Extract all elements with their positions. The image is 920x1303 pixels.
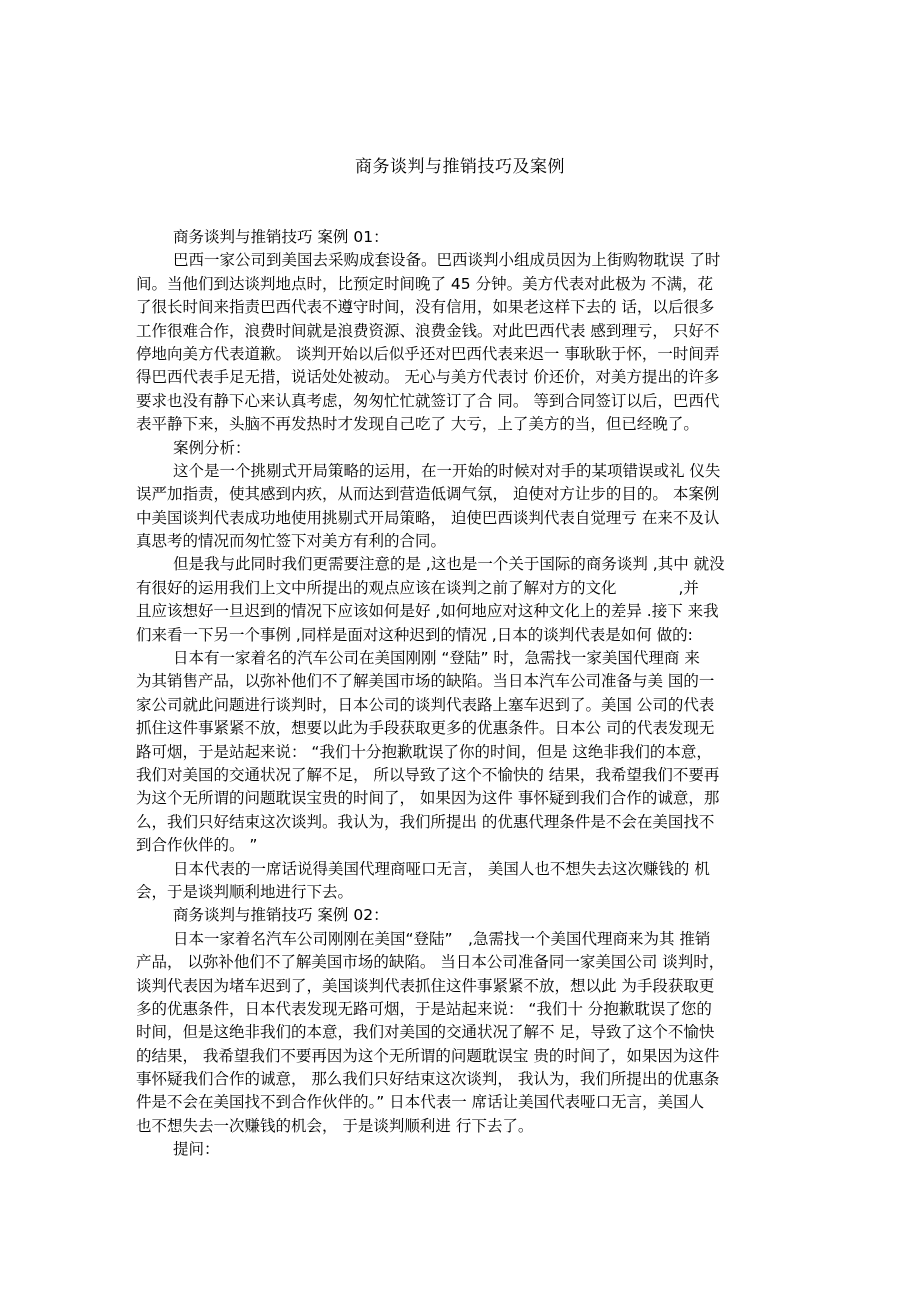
text-line: 我们对美国的交通状况了解不足， 所以导致了这个不愉快的 结果，我希望我们不要再 (136, 765, 720, 784)
text-line: 事怀疑我们合作的诚意， 那么我们只好结束这次谈判， 我认为，我们所提出的优惠条 (136, 1070, 720, 1089)
text-line: 停地向美方代表道歉。 谈判开始以后似乎还对巴西代表来迟一 事耿耿于怀，一时间弄 (136, 344, 720, 363)
text-line: 时间，但是这绝非我们的本意，我们对美国的交通状况了解不 足，导致了这个不愉快 (136, 1023, 715, 1042)
text-line: 但是我与此同时我们更需要注意的是 ,这也是一个关于国际的商务谈判 ,其中 就没 (173, 555, 725, 574)
text-line: 么，我们只好结束这次谈判。我认为，我们所提出 的优惠代理条件是不会在美国找不 (136, 812, 715, 831)
text-line: 真思考的情况而匆忙签下对美方有利的合同。 (136, 532, 447, 551)
text-line: 商务谈判与推销技巧 案例 01： (173, 228, 389, 246)
text-line: 表平静下来，头脑不再发热时才发现自己吃了 大亏，上了美方的当，但已经晚了。 (136, 415, 699, 434)
document-body (136, 226, 786, 1162)
text-line: 路可烟，于是站起来说： “我们十分抱歉耽误了你的时间，但是 这绝非我们的本意， (136, 742, 712, 761)
text-line: 日本代表的一席话说得美国代理商哑口无言， 美国人也不想失去这次赚钱的 机 (173, 859, 710, 878)
text-line: 提问： (173, 1140, 220, 1159)
text-line: 会，于是谈判顺利地进行下去。 (136, 882, 354, 901)
text-line: 到合作伙伴的。 ” (136, 836, 258, 855)
text-line: 有很好的运用我们上文中所提出的观点应该在谈判之前了解对方的文化 ,并 (136, 578, 699, 597)
text-line: 为其销售产品，以弥补他们不了解美国市场的缺陷。当日本汽车公司准备与美 国的一 (136, 672, 715, 691)
text-line: 得巴西代表手足无措，说话处处被动。 无心与美方代表讨 价还价，对美方提出的许多 (136, 368, 720, 387)
text-line: 案例分析： (173, 438, 251, 457)
text-line: 的结果， 我希望我们不要再因为这个无所谓的问题耽误宝 贵的时间了，如果因为这件 (136, 1046, 720, 1065)
text-line: 多的优惠条件，日本代表发现无路可烟，于是站起来说： “我们十 分抱歉耽误了您的 (136, 999, 712, 1018)
text-line: 谈判代表因为堵车迟到了，美国谈判代表抓住这件事紧紧不放，想以此 为手段获取更 (136, 976, 715, 995)
text-line: 要求也没有静下心来认真考虑，匆匆忙忙就签订了合 同。 等到合同签订以后，巴西代 (136, 391, 720, 410)
text-line: 抓住这件事紧紧不放，想要以此为手段获取更多的优惠条件。日本公 司的代表发现无 (136, 719, 715, 738)
text-line: 日本一家着名汽车公司刚刚在美国“登陆” ,急需找一个美国代理商来为其 推销 (173, 929, 711, 948)
text-line: 间。当他们到达谈判地点时，比预定时间晚了 45 分钟。美方代表对此极为 不满，花 (136, 274, 714, 293)
document-title: 商务谈判与推销技巧及案例 (355, 157, 565, 177)
text-line: 工作很难合作，浪费时间就是浪费资源、浪费金钱。对此巴西代表 感到理亏， 只好不 (136, 321, 720, 340)
text-line: 商务谈判与推销技巧 案例 02： (173, 906, 389, 925)
text-line: 日本有一家着名的汽车公司在美国刚刚 “登陆” 时，急需找一家美国代理商 来 (173, 649, 700, 668)
text-line: 巴西一家公司到美国去采购成套设备。巴西谈判小组成员因为上街购物耽误 了时 (173, 251, 721, 270)
text-line: 误严加指责，使其感到内疚，从而达到营造低调气氛， 迫使对方让步的目的。 本案例 (136, 485, 720, 504)
text-line: 这个是一个挑剔式开局策略的运用，在一开始的时候对对手的某项错误或礼 仪失 (173, 461, 721, 480)
text-line: 也不想失去一次赚钱的机会， 于是谈判顺利进 行下去了。 (136, 1116, 534, 1135)
text-line: 家公司就此问题进行谈判时，日本公司的谈判代表路上塞车迟到了。美国 公司的代表 (136, 695, 715, 714)
text-line: 产品， 以弥补他们不了解美国市场的缺陷。 当日本公司准备同一家美国公司 谈判时， (136, 953, 725, 972)
text-line: 们来看一下另一个事例 ,同样是面对这种迟到的情况 ,日本的谈判代表是如何 做的: (136, 625, 693, 644)
text-line: 为这个无所谓的问题耽误宝贵的时间了， 如果因为这件 事怀疑到我们合作的诚意，那 (136, 789, 720, 808)
text-line: 件是不会在美国找不到合作伙伴的。” 日本代表一 席话让美国代表哑口无言，美国人 (136, 1093, 705, 1112)
text-line: 了很长时间来指责巴西代表不遵守时间，没有信用，如果老这样下去的 话，以后很多 (136, 298, 715, 317)
text-line: 且应该想好一旦迟到的情况下应该如何是好 ,如何地应对这种文化上的差异 .接下 来我 (136, 602, 719, 621)
text-line: 中美国谈判代表成功地使用挑剔式开局策略， 迫使巴西谈判代表自觉理亏 在来不及认 (136, 508, 720, 527)
